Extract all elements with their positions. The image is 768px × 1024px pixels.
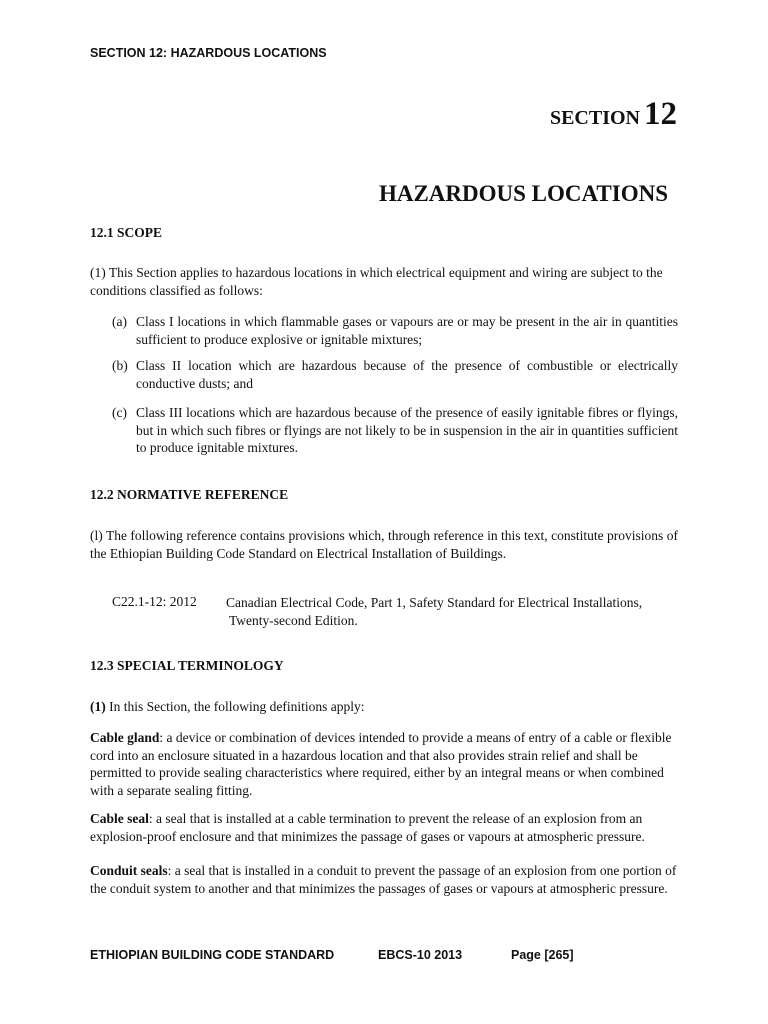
scope-item-marker: (b) <box>112 358 128 373</box>
section-label-word: SECTION <box>549 107 640 129</box>
footer-code: EBCS-10 2013 <box>378 948 463 962</box>
definition-term: Cable seal <box>90 811 149 826</box>
definition-text: : a seal that is installed at a cable termination to prevent the release of an explosion from an explosion-proof enclosure and that minimizes the passage of gases or vapours at atmospheric pressure. <box>90 811 645 844</box>
terminology-heading: 12.3 SPECIAL TERMINOLOGY <box>90 658 284 673</box>
section-label <box>550 96 677 133</box>
definition-text: : a seal that is installed in a conduit to prevent the passage of an explosion from one portion of the conduit system to another and that minimizes the passages of gases or vapours at atmospheric pressure. <box>90 863 677 896</box>
reference-description <box>226 594 686 629</box>
definition-cable-gland <box>90 729 678 799</box>
scope-heading: 12.1 SCOPE <box>90 225 163 240</box>
scope-intro: (1) This Section applies to hazardous locations in which electrical equipment and wiring are subject to the conditions classified as follows: <box>90 265 663 298</box>
reference-code: C22.1-12: 2012 <box>112 594 197 609</box>
scope-item-text: Class I locations in which flammable gases or vapours are or may be present in the air in quantities sufficient to produce explosive or ignitable mixtures; <box>136 314 678 347</box>
terminology-intro-text: In this Section, the following definitions apply: <box>105 699 365 714</box>
scope-item-b <box>112 357 678 392</box>
definition-cable-seal <box>90 810 678 845</box>
definition-text: : a device or combination of devices intended to provide a means of entry of a cable or flexible cord into an enclosure situated in a hazardous location and that also provides strain relief and shall be permitted to provide sealing characteristics where required, either by an integral means or when combined with a separate sealing fitting. <box>90 730 672 798</box>
normative-heading: 12.2 NORMATIVE REFERENCE <box>90 487 289 502</box>
reference-line-2: Twenty-second Edition. <box>229 612 358 628</box>
section-label-number: 12 <box>644 96 677 132</box>
scope-item-marker: (c) <box>112 405 127 420</box>
page-title: HAZARDOUS LOCATIONS <box>378 181 668 206</box>
definition-conduit-seals <box>90 862 678 897</box>
definition-term: Cable gland <box>90 730 160 745</box>
scope-item-text: Class II location which are hazardous because of the presence of combustible or electrically conductive dusts; and <box>136 358 678 391</box>
terminology-intro-marker: (1) <box>90 699 106 714</box>
reference-line-1: Canadian Electrical Code, Part 1, Safety Standard for Electrical Installations, <box>226 595 643 610</box>
scope-item-a <box>112 313 678 348</box>
terminology-intro <box>90 698 678 716</box>
normative-intro: (l) The following reference contains provisions which, through reference in this text, constitute provisions of the Ethiopian Building Code Standard on Electrical Installation of Buildings. <box>90 528 678 561</box>
footer-standard: ETHIOPIAN BUILDING CODE STANDARD <box>90 948 335 962</box>
scope-item-c <box>112 404 678 457</box>
scope-item-text: Class III locations which are hazardous because of the presence of easily ignitable fibres or flyings, but in which such fibres or flyings are not likely to be in suspension in the air in quantities sufficient to produce ignitable mixtures. <box>136 405 678 455</box>
footer-page-number: Page [265] <box>511 948 574 962</box>
running-header: SECTION 12: HAZARDOUS LOCATIONS <box>90 46 327 60</box>
scope-item-marker: (a) <box>112 314 127 329</box>
definition-term: Conduit seals <box>90 863 168 878</box>
